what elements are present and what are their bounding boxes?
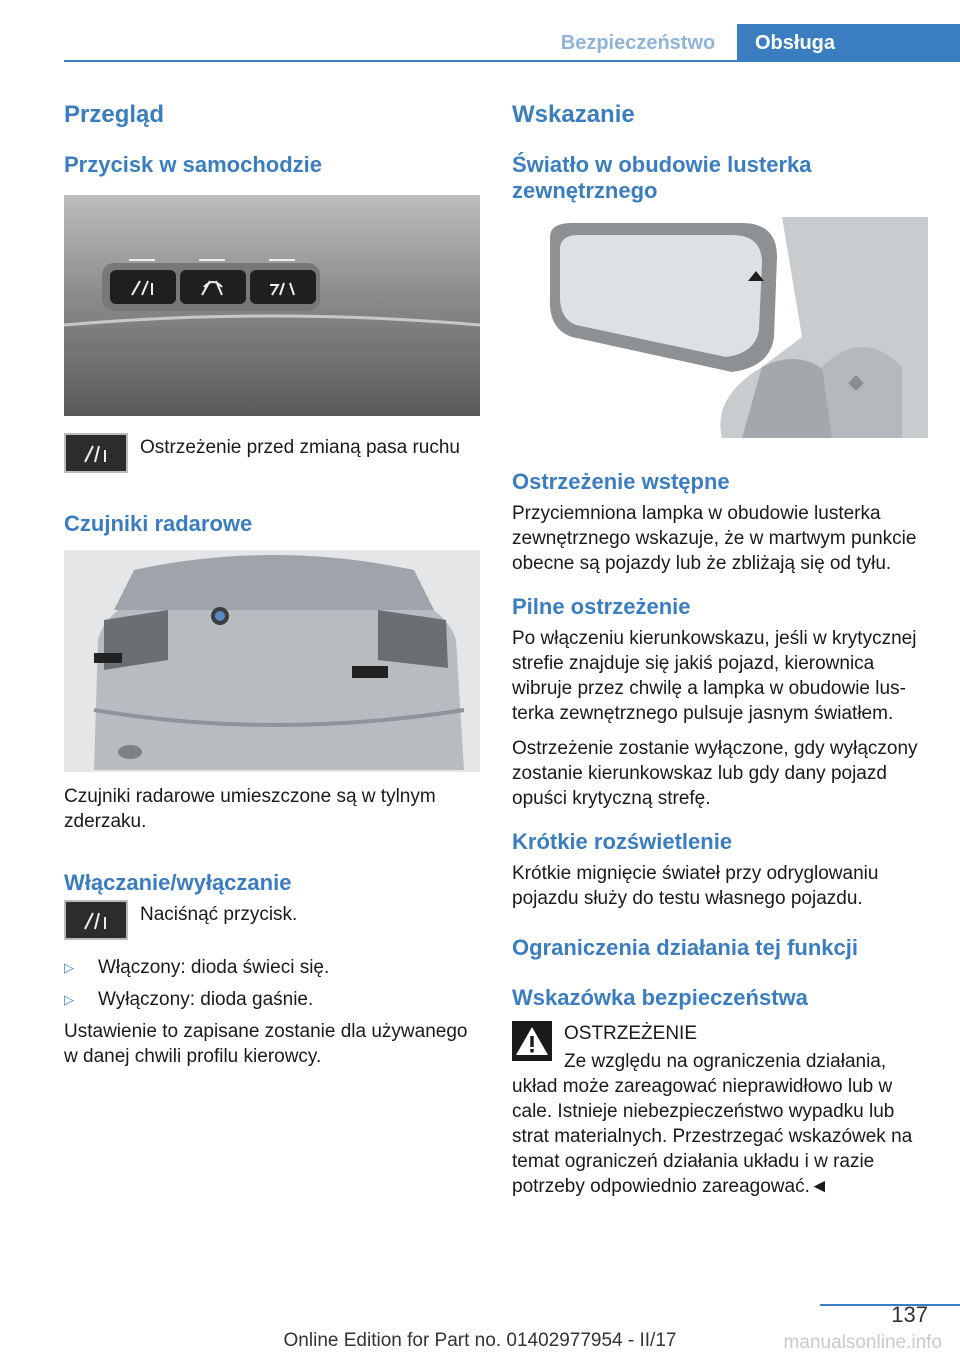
bullet-text: Wyłączony: dioda gaśnie.: [98, 989, 314, 1010]
lane-button-icon: [64, 433, 128, 473]
watermark: manualsonline.info: [783, 1332, 942, 1353]
warning-text-first: Ze względu na ograniczenia działania,: [564, 1051, 887, 1072]
radar-car-photo: [64, 550, 480, 772]
lane-button-icon: [64, 900, 128, 940]
limits-title: Ograniczenia działania tej funkcji: [512, 935, 858, 960]
cancel-text: Ostrzeżenie zostanie wyłączone, gdy wyłączony zostanie kierunkowskaz lub gdy dany pojazd opuści krytyczną strefę.: [512, 738, 918, 809]
warning-box: [512, 1021, 928, 1074]
triangle-bullet-icon: ▷: [64, 992, 74, 1007]
tab-section[interactable]: Bezpieczeństwo: [560, 32, 716, 54]
warning-text-rest: układ może zareagować nieprawidłowo lub w cale. Istnieje niebezpieczeństwo wypadku lub strat materialnych. Przestrzegać wskazówek na temat ograniczeń działania układu i w razie potrzeby odpowiednio zareagować.◄: [512, 1076, 913, 1197]
footer-edition: Online Edition for Part no. 01402977954 - II/17: [283, 1330, 677, 1351]
tab-chapter[interactable]: Obsługa: [737, 24, 960, 62]
setting-text: Ustawienie to zapisane zostanie dla używanego w danej chwili profilu kierowcy.: [64, 1021, 468, 1067]
page-number: 137: [891, 1302, 928, 1327]
urgent-warning-title: Pilne ostrzeżenie: [512, 594, 691, 619]
warning-icon: [512, 1021, 552, 1061]
flash-title: Krótkie rozświetlenie: [512, 829, 733, 854]
flash-text: Krótkie mignięcie świateł przy odryglowaniu pojazdu służy do testu własnego pojazdu.: [512, 863, 879, 909]
bullet-text: Włączony: dioda świeci się.: [98, 957, 330, 978]
button-panel-photo: [64, 195, 480, 416]
section-title-indication: Wskazanie: [512, 101, 635, 128]
onoff-title: Włączanie/wyłączanie: [64, 870, 292, 895]
list-item: [64, 955, 480, 980]
warning-label: OSTRZEŻENIE: [564, 1023, 698, 1044]
subtitle-mirror-light: Światło w obudowie lusterka zewnętrznego: [512, 152, 812, 203]
pre-warning-text: Przyciemniona lampka w obudowie lusterka zewnętrznego wskazuje, że w martwym punkcie obecne są pojazdy lub że zbliżają się od tyłu.: [512, 503, 917, 574]
press-button-text: Naciśnąć przycisk.: [140, 904, 298, 925]
left-column: [64, 100, 480, 1069]
safety-title: Wskazówka bezpieczeństwa: [512, 985, 808, 1010]
subtitle-radar: Czujniki radarowe: [64, 511, 253, 536]
lane-warning-row: [64, 433, 480, 473]
list-item: [64, 987, 480, 1012]
radar-text: Czujniki radarowe umieszczone są w tylnym zderzaku.: [64, 786, 436, 832]
triangle-bullet-icon: ▷: [64, 960, 74, 975]
subtitle-button: Przycisk w samochodzie: [64, 152, 322, 177]
press-button-row: [64, 900, 480, 940]
section-title-overview: Przegląd: [64, 101, 165, 128]
mirror-photo: [512, 217, 928, 438]
pre-warning-title: Ostrzeżenie wstępne: [512, 469, 730, 494]
footer-rule: [820, 1304, 960, 1306]
urgent-warning-text: Po włączeniu kierunkowskazu, jeśli w krytycznej strefie znajduje się jakiś pojazd, kierownica wibruje przez chwilę a lampka w obudowie lusterka zewnętrznego pulsuje jasnym światłem.: [512, 628, 917, 724]
right-column: [512, 100, 928, 1199]
lane-warning-label: Ostrzeżenie przed zmianą pasa ruchu: [140, 437, 460, 458]
